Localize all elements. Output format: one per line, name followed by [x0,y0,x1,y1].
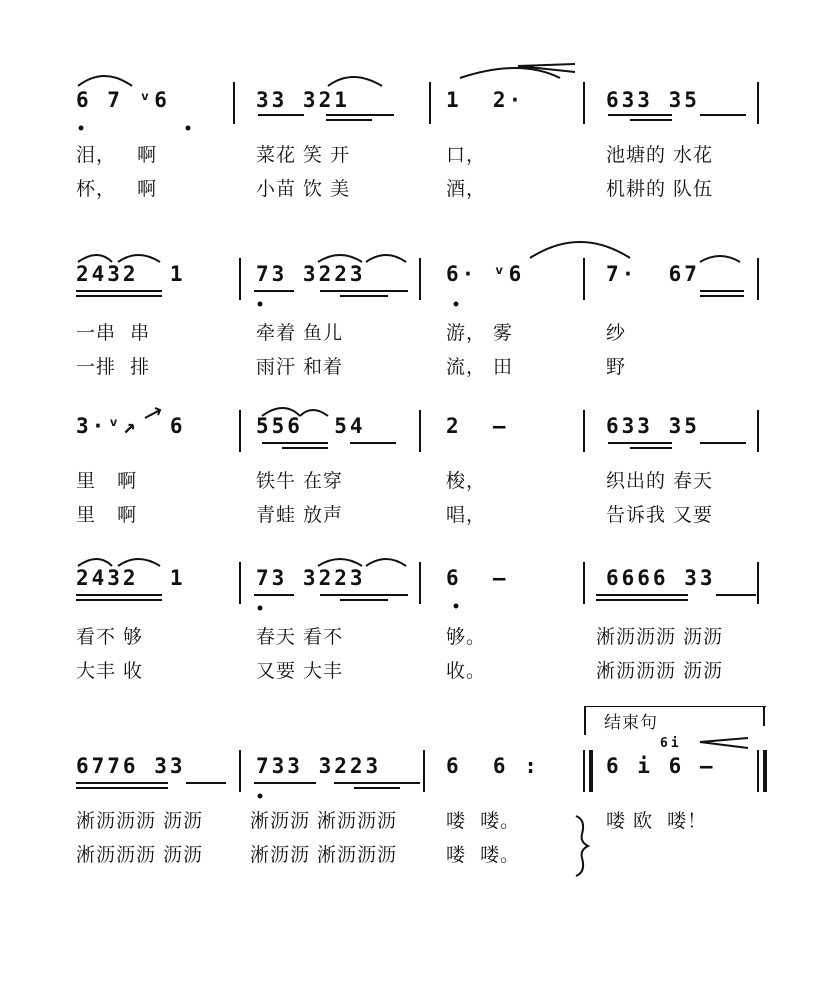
lyric-verse2-r5b3: 喽 喽。 [446,844,521,866]
note-group-r3n1: 3·ᵛ↗ 6 [76,414,186,438]
lyric-verse1-r2a2: 牵着 鱼儿 [256,322,344,344]
lyric-verse2-r1b2: 小苗 饮 美 [256,178,351,200]
lyric-verse2-r4b3: 收。 [446,660,487,682]
note-group-r1n2: 33 321 [256,88,350,112]
lyric-verse2-r2b2: 雨汗 和着 [256,356,344,378]
lyric-verse2-r3b2: 青蛙 放声 [256,504,344,526]
lyric-verse2-r4b1: 大丰 收 [76,660,144,682]
lyric-verse2-r4b2: 又要 大丰 [256,660,344,682]
lyric-verse1-r1a1: 泪， 啊 [76,144,158,166]
lyric-verse2-r1b3: 酒， [446,178,487,200]
lyric-verse1-r4a3: 够。 [446,626,487,648]
lyric-verse1-r2a4: 纱 [606,322,627,344]
note-group-r2n2: 73 3223 [256,262,366,286]
lyric-verse2-r2b4: 野 [606,356,627,378]
note-group-r1n4: 633 35 [606,88,700,112]
lyric-verse2-r3b4: 告诉我 又要 [606,504,714,526]
note-group-r2n1: 2432 1 [76,262,186,286]
lyric-verse2-r3b1: 里 啊 [76,504,138,526]
note-group-r3n3: 2 — [446,414,509,438]
lyric-verse1-r4a4: 淅沥沥沥 沥沥 [596,626,724,648]
lyric-verse1-r3a1: 里 啊 [76,470,138,492]
grace-notes: 6i [660,736,682,751]
lyric-verse1-r1a4: 池塘的 水花 [606,144,714,166]
note-group-r4n1: 2432 1 [76,566,186,590]
lyric-verse1-r1a2: 菜花 笑 开 [256,144,351,166]
lyric-verse2-r4b4: 淅沥沥沥 沥沥 [596,660,724,682]
lyric-verse1-r3a2: 铁牛 在穿 [256,470,344,492]
note-group-r1n1: 6 7 ᵛ6 [76,88,170,112]
lyric-verse2-r1b4: 机耕的 队伍 [606,178,714,200]
note-group-r4n3: 6 — [446,566,509,590]
lyric-verse1-r4a2: 春天 看不 [256,626,344,648]
lyric-verse1-r2a1: 一串 串 [76,322,151,344]
lyric-verse1-r1a3: 口， [446,144,487,166]
note-group-r5n2: 733 3223 [256,754,382,778]
lyric-verse1-r3a3: 梭， [446,470,487,492]
note-group-r2n3: 6· ᵛ6 [446,262,525,286]
note-group-r5n3: 6 6 : [446,754,540,778]
note-group-r4n4: 6666 33 [606,566,716,590]
lyric-verse1-r5a3: 喽 喽。 [446,810,521,832]
note-group-r5n4: 6 i 6 — [606,754,716,778]
note-group-r3n2: 556 54 [256,414,366,438]
note-group-r3n4: 633 35 [606,414,700,438]
note-group-r1n3: 1 2· [446,88,525,112]
lyric-verse1-r5a4: 喽 欧 喽！ [606,810,708,832]
note-group-r4n2: 73 3223 [256,566,366,590]
lyric-verse2-r5b1: 淅沥沥沥 沥沥 [76,844,204,866]
lyric-verse1-r5a2: 淅沥沥 淅沥沥沥 [250,810,398,832]
lyric-verse1-r2a3: 游， 雾 [446,322,514,344]
lyric-verse2-r2b1: 一排 排 [76,356,151,378]
lyric-verse1-r5a1: 淅沥沥沥 沥沥 [76,810,204,832]
note-group-r2n4: 7· 67 [606,262,700,286]
ending-label: 结束句 [604,713,658,733]
lyric-verse2-r1b1: 杯， 啊 [76,178,158,200]
lyric-verse2-r3b3: 唱， [446,504,487,526]
lyric-verse1-r3a4: 织出的 春天 [606,470,714,492]
note-group-r5n1: 6776 33 [76,754,186,778]
lyric-verse2-r2b3: 流， 田 [446,356,514,378]
lyric-verse2-r5b2: 淅沥沥 淅沥沥沥 [250,844,398,866]
lyric-verse1-r4a1: 看不 够 [76,626,144,648]
